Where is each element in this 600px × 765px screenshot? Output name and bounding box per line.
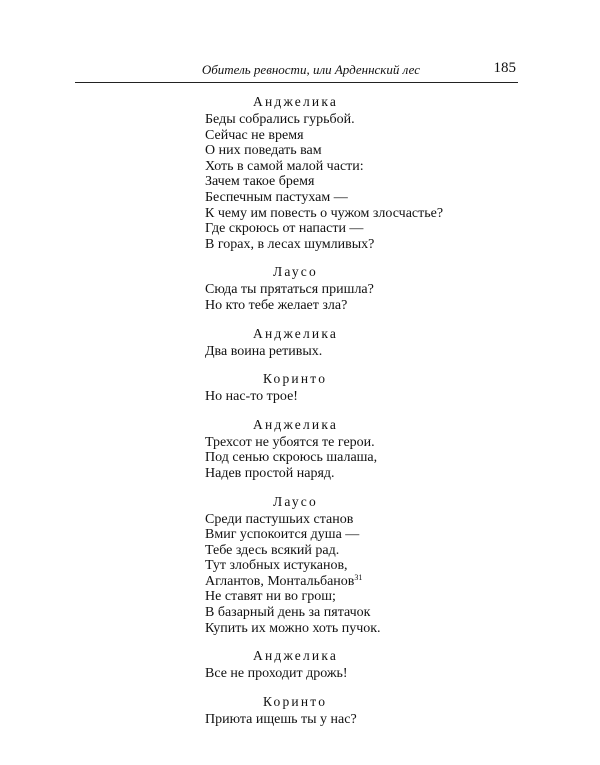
speaker-name: Анджелика [253, 416, 339, 432]
speech-block [205, 648, 525, 682]
verse-line: Сюда ты прятаться пришла? [205, 282, 374, 298]
verse-line: Приюта ищешь ты у нас? [205, 711, 357, 727]
speaker-name: Лаусо [273, 264, 318, 280]
page-number: 185 [493, 60, 516, 76]
speaker-name: Коринто [263, 693, 328, 709]
verse-line: В базарный день за пятачок [205, 605, 371, 621]
verse-line: Беспечным пастухам — [205, 189, 348, 205]
verse-line: О них поведать вам [205, 143, 322, 159]
verse-line: Трехсот не убоятся те герои. [205, 434, 375, 450]
verse-line: Купить их можно хоть пучок. [205, 620, 381, 636]
speech-block [205, 326, 525, 360]
speech-block [205, 371, 525, 405]
verse-line-text: Аглантов, Монтальбанов [205, 573, 355, 589]
verse-line: Тут злобных истуканов, [205, 558, 348, 574]
verse-line: Два воина ретивых. [205, 343, 323, 359]
verse-line: Сейчас не время [205, 127, 304, 143]
speech-block [205, 494, 525, 637]
speaker-name: Анджелика [253, 648, 339, 664]
verse-line: Но нас-то трое! [205, 389, 298, 405]
speaker-name: Лаусо [273, 493, 318, 509]
verse-line: Среди пастушьих станов [205, 511, 354, 527]
running-title: Обитель ревности, или Арденнский лес [201, 62, 420, 77]
running-header [75, 60, 518, 83]
speaker-name: Анджелика [253, 325, 339, 341]
verse-line: Где скроюсь от напасти — [205, 221, 364, 237]
speaker-name: Анджелика [253, 94, 339, 109]
verse-line: Надев простой наряд. [205, 465, 335, 481]
verse-line: Хоть в самой малой части: [205, 158, 364, 174]
verse-line: Под сенью скроюсь шалаша, [205, 450, 378, 466]
verse-line: Беды собрались гурьбой. [205, 112, 355, 127]
verse-line: К чему им повесть о чужом злосчастье? [205, 205, 444, 221]
speech-block [205, 417, 525, 482]
play-text [205, 94, 525, 727]
verse-line: Тебе здесь всякий рад. [205, 542, 340, 558]
verse-line: Зачем такое бремя [205, 174, 315, 190]
speaker-name: Коринто [263, 371, 328, 387]
verse-line: Вмиг успокоится душа — [205, 527, 360, 543]
verse-line [205, 574, 525, 590]
speech-block [205, 264, 525, 313]
speech-block [205, 694, 525, 728]
verse-line: В горах, в лесах шумливых? [205, 236, 375, 252]
footnote-mark: 31 [354, 572, 363, 582]
verse-line: Но кто тебе желает зла? [205, 297, 348, 313]
speech-block [205, 94, 525, 252]
verse-line: Все не проходит дрожь! [205, 666, 348, 682]
verse-line: Не ставят ни во грош; [205, 589, 336, 605]
